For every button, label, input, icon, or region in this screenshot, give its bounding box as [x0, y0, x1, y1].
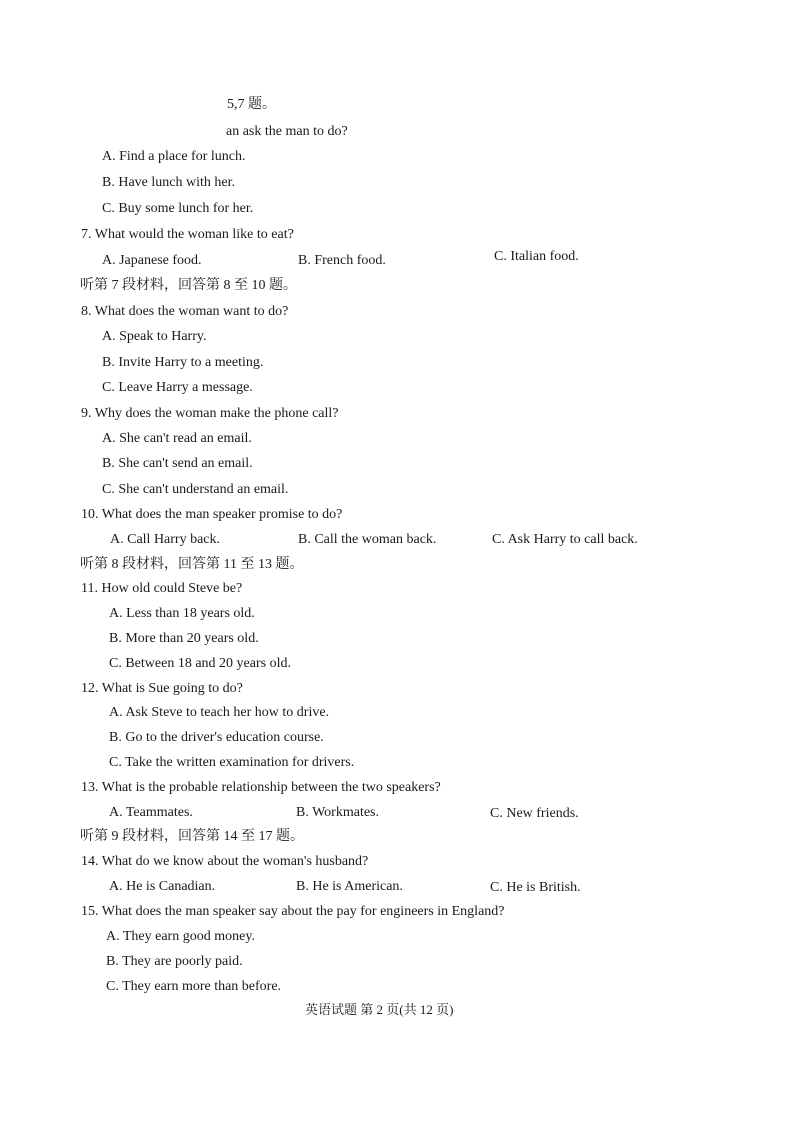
q14-option-b: B. He is American.	[296, 879, 403, 894]
q6-option-b: B. Have lunch with her.	[102, 175, 235, 190]
q9-option-c: C. She can't understand an email.	[102, 482, 289, 497]
question-6-fragment: an ask the man to do?	[226, 124, 348, 139]
q14-option-c: C. He is British.	[490, 880, 581, 895]
question-15: 15. What does the man speaker say about the pay for engineers in England?	[81, 904, 505, 919]
section-heading-7: 听第 7 段材料，回答第 8 至 10 题。	[80, 278, 297, 293]
q8-option-c: C. Leave Harry a message.	[102, 380, 253, 395]
q6-option-c: C. Buy some lunch for her.	[102, 201, 254, 216]
question-9: 9. Why does the woman make the phone call?	[81, 406, 339, 421]
q13-option-a: A. Teammates.	[109, 805, 193, 820]
q8-option-b: B. Invite Harry to a meeting.	[102, 355, 264, 370]
q12-option-c: C. Take the written examination for drivers.	[109, 755, 355, 770]
q15-option-b: B. They are poorly paid.	[106, 954, 243, 969]
q12-option-a: A. Ask Steve to teach her how to drive.	[109, 705, 330, 720]
question-11: 11. How old could Steve be?	[81, 581, 243, 596]
q10-option-b: B. Call the woman back.	[298, 532, 437, 547]
question-10: 10. What does the man speaker promise to do?	[81, 507, 343, 522]
q15-option-c: C. They earn more than before.	[106, 979, 282, 994]
q7-option-c: C. Italian food.	[494, 249, 579, 264]
q8-option-a: A. Speak to Harry.	[102, 329, 207, 344]
q13-option-c: C. New friends.	[490, 806, 579, 821]
question-14: 14. What do we know about the woman's husband?	[81, 854, 369, 869]
q10-option-a: A. Call Harry back.	[110, 532, 221, 547]
q7-option-b: B. French food.	[298, 253, 386, 268]
page-footer: 英语试题 第 2 页(共 12 页)	[305, 1002, 454, 1017]
question-7: 7. What would the woman like to eat?	[81, 227, 294, 242]
section-heading-9: 听第 9 段材料，回答第 14 至 17 题。	[80, 829, 304, 844]
section-heading-fragment: 5,7 题。	[227, 97, 276, 112]
section-heading-8: 听第 8 段材料，回答第 11 至 13 题。	[80, 557, 304, 572]
q15-option-a: A. They earn good money.	[106, 929, 255, 944]
q9-option-a: A. She can't read an email.	[102, 431, 252, 446]
q11-option-a: A. Less than 18 years old.	[109, 606, 255, 621]
q12-option-b: B. Go to the driver's education course.	[109, 730, 324, 745]
q13-option-b: B. Workmates.	[296, 805, 379, 820]
question-12: 12. What is Sue going to do?	[81, 681, 243, 696]
q10-option-c: C. Ask Harry to call back.	[492, 532, 638, 547]
q14-option-a: A. He is Canadian.	[109, 879, 216, 894]
q9-option-b: B. She can't send an email.	[102, 456, 253, 471]
q7-option-a: A. Japanese food.	[102, 253, 202, 268]
q11-option-b: B. More than 20 years old.	[109, 631, 259, 646]
question-8: 8. What does the woman want to do?	[81, 304, 289, 319]
q6-option-a: A. Find a place for lunch.	[102, 149, 246, 164]
q11-option-c: C. Between 18 and 20 years old.	[109, 656, 291, 671]
question-13: 13. What is the probable relationship between the two speakers?	[81, 780, 441, 795]
